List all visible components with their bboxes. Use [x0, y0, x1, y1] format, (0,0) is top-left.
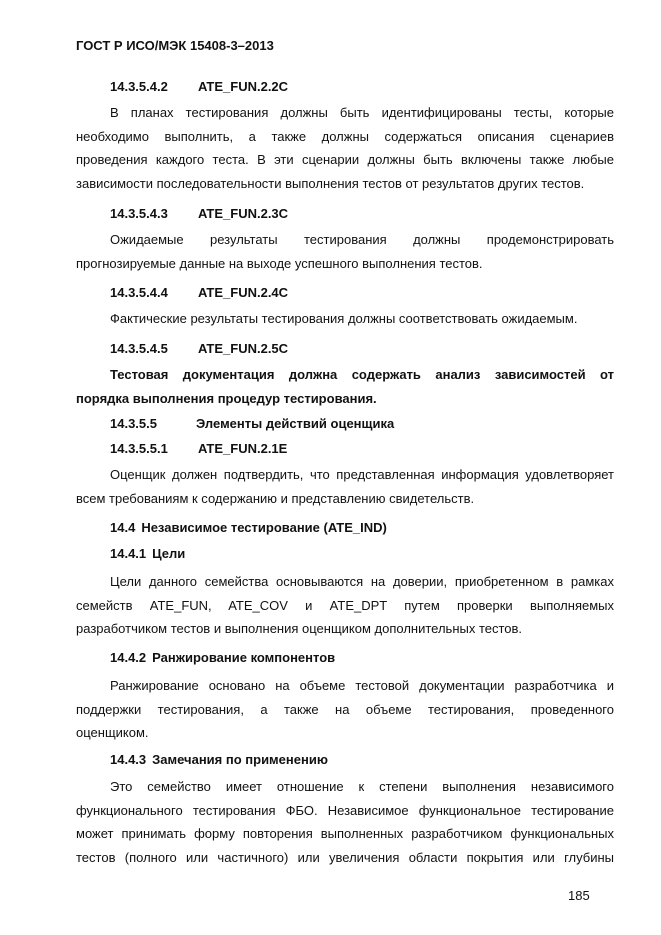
paragraph-line: всем требованиям к содержанию и представлению свидетельств. — [76, 490, 475, 506]
section-number: 14.4.2 — [110, 650, 147, 665]
paragraph-line: может принимать форму повторения выполненных разработчиком функциональных — [76, 826, 614, 841]
paragraph-line: Фактические результаты тестирования должны соответствовать ожидаемым. — [110, 311, 578, 326]
section-heading — [110, 206, 288, 221]
section-number: 14.3.5.5 — [110, 416, 157, 431]
section-heading — [110, 341, 288, 356]
paragraph-line: оценщиком. — [76, 725, 149, 740]
paragraph — [76, 363, 614, 410]
paragraph-line: Ранжирование основано на объеме тестовой документации разработчика и — [110, 678, 614, 693]
paragraph-line: Цели данного семейства основываются на доверии, приобретенном в рамках — [110, 574, 614, 589]
paragraph — [76, 775, 614, 869]
section-heading — [110, 441, 287, 456]
section-title: Цели — [152, 546, 186, 561]
section-title: Независимое тестирование (ATE_IND) — [141, 520, 387, 535]
paragraph-line: необходимо выполнить, а также должны содержаться описания сценариев — [76, 128, 614, 144]
paragraph-line: порядка выполнения процедур тестирования. — [76, 390, 377, 406]
paragraph-line: проведения каждого теста. В эти сценарии должны быть включены также любые — [76, 152, 614, 167]
paragraph — [76, 307, 614, 331]
section-number: 14.4.1 — [110, 546, 147, 561]
paragraph-line: зависимости последовательности выполнения тестов от результатов других тестов. — [76, 175, 585, 191]
section-title: ATE_FUN.2.1E — [198, 441, 288, 456]
section-number: 14.3.5.5.1 — [110, 441, 168, 456]
section-heading — [110, 546, 185, 561]
paragraph-line: разработчиком тестов и выполнения оценщиком дополнительных тестов. — [76, 621, 523, 636]
section-number: 14.3.5.4.2 — [110, 79, 168, 94]
section-number: 14.4 — [110, 520, 136, 535]
section-title: Элементы действий оценщика — [196, 416, 395, 431]
paragraph-line: Это семейство имеет отношение к степени выполнения независимого — [110, 779, 614, 794]
page-number: 185 — [568, 888, 590, 903]
section-number: 14.3.5.4.4 — [110, 285, 168, 300]
section-heading — [110, 752, 328, 767]
section-number: 14.3.5.4.5 — [110, 341, 168, 356]
section-title: ATE_FUN.2.2C — [198, 79, 289, 94]
paragraph — [76, 463, 614, 510]
paragraph-line: Тестовая документация должна содержать анализ зависимостей от — [110, 367, 614, 382]
section-heading — [110, 650, 335, 665]
paragraph — [76, 101, 614, 195]
paragraph — [76, 674, 614, 745]
section-number: 14.4.3 — [110, 752, 147, 767]
paragraph-line: семейств ATE_FUN, ATE_COV и ATE_DPT путем проверки выполняемых — [76, 597, 614, 613]
paragraph-line: Ожидаемые результаты тестирования должны продемонстрировать — [110, 232, 614, 247]
paragraph-line: тестов (полного или частичного) или увеличения области покрытия или глубины — [76, 849, 614, 865]
section-title: Замечания по применению — [152, 752, 328, 767]
paragraph — [76, 570, 614, 641]
section-heading — [110, 520, 387, 535]
document-header: ГОСТ Р ИСО/МЭК 15408-3–2013 — [76, 38, 274, 53]
section-title: ATE_FUN.2.3C — [198, 206, 289, 221]
paragraph-line: функционального тестирования ФБО. Независимое функциональное тестирование — [76, 802, 614, 818]
section-title: Ранжирование компонентов — [152, 650, 336, 665]
paragraph-line: прогнозируемые данные на выходе успешного выполнения тестов. — [76, 255, 483, 271]
section-number: 14.3.5.4.3 — [110, 206, 168, 221]
paragraph — [76, 228, 614, 275]
section-title: ATE_FUN.2.4C — [198, 285, 289, 300]
section-heading — [110, 79, 288, 94]
paragraph-line: поддержки тестирования, а также на объеме тестирования, проведенного — [76, 701, 614, 717]
section-heading — [110, 285, 288, 300]
paragraph-line: В планах тестирования должны быть идентифицированы тесты, которые — [110, 105, 614, 120]
section-title: ATE_FUN.2.5C — [198, 341, 289, 356]
paragraph-line: Оценщик должен подтвердить, что представленная информация удовлетворяет — [110, 467, 614, 482]
section-heading — [110, 416, 394, 431]
